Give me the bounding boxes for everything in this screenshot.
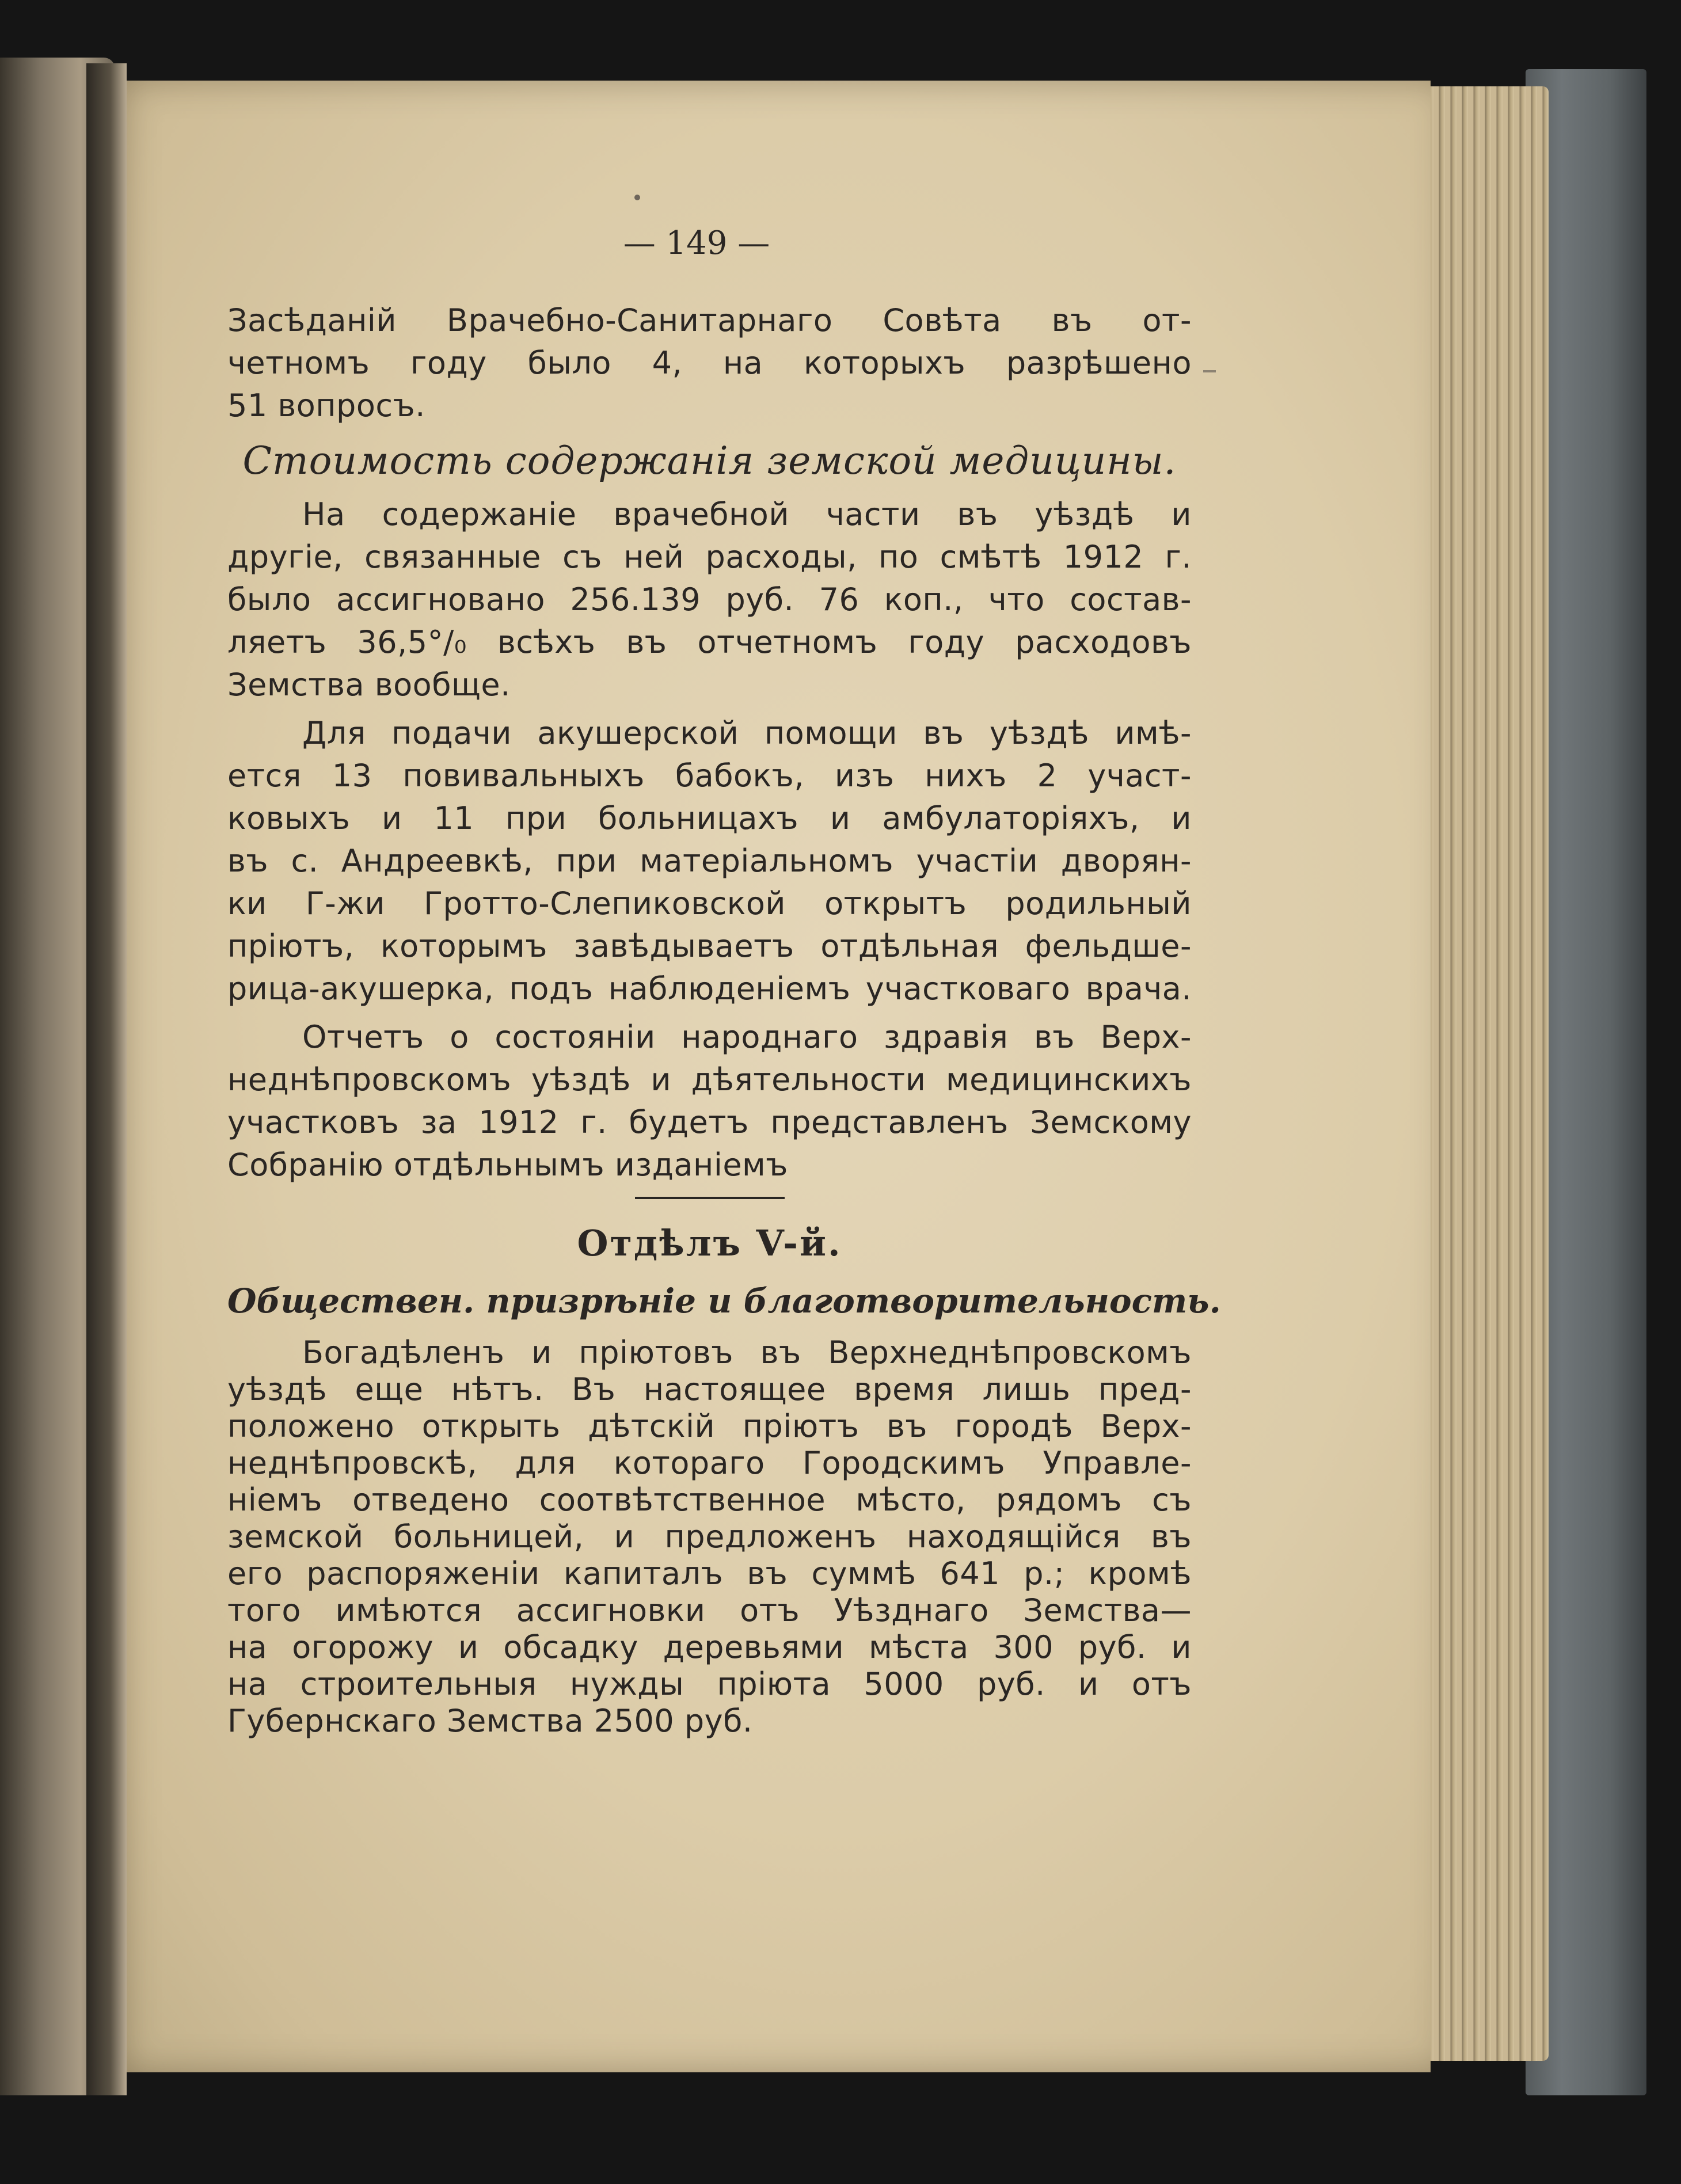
text-line: ніемъ отведено соотвѣтственное мѣсто, рядомъ съ [227, 1482, 1192, 1518]
text-line: четномъ году было 4, на которыхъ разрѣшено [227, 345, 1192, 381]
cost-paragraph [227, 493, 1192, 706]
book-gutter [86, 63, 127, 2095]
text-line: пріютъ, которымъ завѣдываетъ отдѣльная фельдше- [227, 928, 1192, 964]
text-line: На содержаніе врачебной части въ уѣздѣ и [302, 496, 1192, 532]
ink-dot [634, 195, 640, 200]
text-line: ки Г-жи Гротто-Слепиковской открытъ родильный [227, 885, 1192, 922]
margin-mark [1203, 370, 1216, 372]
text-line: положено открыть дѣтскій пріютъ въ городѣ Верх- [227, 1408, 1192, 1444]
text-line: того имѣются ассигновки отъ Уѣзднаго Земства— [227, 1592, 1192, 1629]
text-line: Собранію отдѣльнымъ изданіемъ [227, 1147, 788, 1183]
text-line: Для подачи акушерской помощи въ уѣздѣ имѣ- [302, 715, 1192, 751]
page-text [227, 299, 1221, 1745]
text-line: участковъ за 1912 г. будетъ представленъ Земскому [227, 1104, 1192, 1140]
text-line: Засѣданій Врачебно-Санитарнаго Совѣта въ от- [227, 302, 1192, 338]
text-line: ляетъ 36,5°/₀ всѣхъ въ отчетномъ году расходовъ [227, 624, 1192, 660]
text-line: ется 13 повивальныхъ бабокъ, изъ нихъ 2 участ- [227, 758, 1192, 794]
text-line: неднѣпровскѣ, для котораго Городскимъ Управле- [227, 1445, 1192, 1481]
almshouses-paragraph [227, 1334, 1192, 1740]
text-line: Отчетъ о состояніи народнаго здравія въ Верх- [302, 1019, 1192, 1055]
page-number: — 149 — [623, 225, 770, 262]
text-line: на огорожу и обсадку деревьями мѣста 300 руб. и [227, 1629, 1192, 1665]
text-line: Земства вообще. [227, 667, 511, 703]
section-subtitle: Обществен. призрѣніе и благотворительность. [227, 1281, 1221, 1321]
text-line: неднѣпровскомъ уѣздѣ и дѣятельности медицинскихъ [227, 1061, 1192, 1098]
text-line: въ с. Андреевкѣ, при матеріальномъ участіи дворян- [227, 843, 1192, 879]
text-line: 51 вопросъ. [227, 387, 425, 424]
section-title: Отдѣлъ V-й. [577, 1222, 842, 1264]
text-line: его распоряженіи капиталъ въ суммѣ 641 р.; кромѣ [227, 1555, 1192, 1592]
text-line: было ассигновано 256.139 руб. 76 коп., что состав- [227, 581, 1192, 618]
report-paragraph [227, 1016, 1192, 1186]
intro-paragraph [227, 299, 1192, 427]
text-line: Богадѣленъ и пріютовъ въ Верхнеднѣпровскомъ [302, 1334, 1192, 1371]
section-divider [635, 1197, 785, 1199]
text-line: на строительныя нужды пріюта 5000 руб. и отъ [227, 1666, 1192, 1702]
text-line: рица-акушерка, подъ наблюденіемъ участковаго врача. [227, 971, 1192, 1007]
medicine-cost-heading: Стоимость содержанія земской медицины. [242, 439, 1177, 483]
text-line: земской больницей, и предложенъ находящійся въ [227, 1519, 1192, 1555]
text-line: ковыхъ и 11 при больницахъ и амбулаторіяхъ, и [227, 800, 1192, 836]
text-line: другіе, связанные съ ней расходы, по смѣтѣ 1912 г. [227, 539, 1192, 575]
midwives-paragraph [227, 712, 1192, 1010]
text-line: Губернскаго Земства 2500 руб. [227, 1703, 753, 1739]
text-line: уѣздѣ еще нѣтъ. Въ настоящее время лишь пред- [227, 1371, 1192, 1407]
